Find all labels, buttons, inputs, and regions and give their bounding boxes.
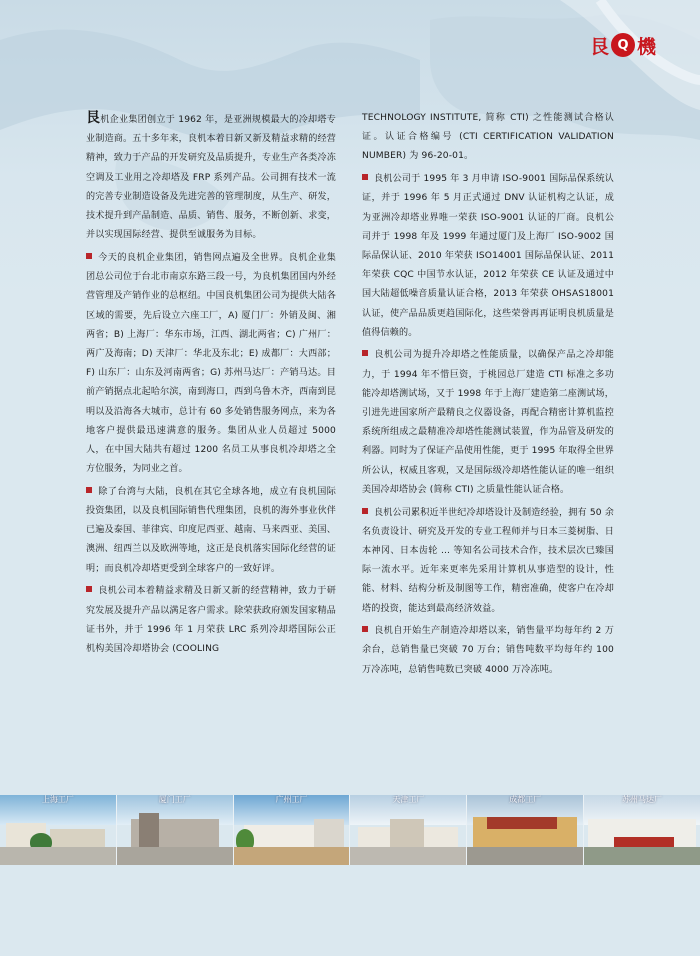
left-paragraph-3-text: 除了台湾与大陆，良机在其它全球各地，成立有良机国际投资集团，以及良机国际销售代理集团，良机的海外事业伙伴已遍及泰国、菲律宾、印度尼西亚、越南、马来西亚、美国、澳洲、纽西兰以及欧洲等地，这正是良机落实国际化经营的证明；而良机冷却塔更受到全球客户的一致好评。 (86, 486, 336, 574)
right-paragraph-3 (362, 346, 614, 500)
drop-cap: 艮 (86, 110, 101, 126)
right-paragraph-2 (362, 170, 614, 343)
right-paragraph-2-text: 良机公司于 1995 年 3 月申请 ISO-9001 国际品保系统认证，并于 1996 年 5 月正式通过 DNV 认证机构之认证，成为亚洲冷却塔业界唯一荣获 ISO-9001 认证的厂商。良机公司并于 1998 年及 1999 年通过厦门及上海厂 ISO-9002 国际品保认证、2010 年荣获 ISO14001 国际品保认证、2011 年荣获 CQC 中国节水认证，2012 年荣获 CE 认证及通过中国大陆超低噪音质量认证合格，2013 年荣获 OHSAS18001 认证，使产品品质更趋国际化，这些荣誉再再证明良机质量是值得信赖的。 (362, 174, 614, 338)
factory-photo-strip (0, 795, 700, 865)
factory-label: 成都工厂 (509, 795, 542, 804)
right-paragraph-5-text: 良机自开始生产制造冷却塔以来，销售量平均每年约 2 万余台，总销售量已突破 70 万台；销售吨数平均每年约 100 万冷冻吨，总销售吨数已突破 4000 万冷冻吨。 (362, 626, 614, 675)
factory-photo-guangzhou (234, 795, 351, 865)
logo-text-left: 艮 (589, 35, 609, 58)
right-paragraph-4-text: 良机公司累积近半世纪冷却塔设计及制造经验，拥有 50 余名负责设计、研究及开发的专业工程师并与日本三菱树脂、日本神冈、日本齿轮 ... 等知名公司技术合作，技术层次已臻国际一流水平。近年来更率先采用计算机从事造型的设计，性能、材料、结构分析及制图等工作，精密准确，使客户在冷却塔的投资，能达到最高经济效益。 (362, 507, 614, 614)
left-paragraph-3 (86, 483, 336, 579)
left-paragraph-1-text: 机企业集团创立于 1962 年，是亚洲规模最大的冷却塔专业制造商。五十多年来，良机本着日新又新及精益求精的经营精神，致力于产品的开发研究及品质提升，专业生产各类冷冻空调及工业用之冷却塔及 FRP 系列产品。公司拥有技术一流的完善专业制造设备及先进完善的管理制度，从生产、研发，技术提升到产品制造、品质、销售、服务，不断创新、求变，并以实现国际经营、提供至诚服务为目标。 (86, 115, 336, 241)
left-text-column (86, 109, 336, 663)
right-paragraph-3-text: 良机公司为提升冷却塔之性能质量，以确保产品之冷却能力，于 1994 年不惜巨资，于桃园总厂建造 CTI 标准之多功能冷却塔测试场，又于 1998 年于上海厂建造第二座测试场，引进先进国家所产最精良之仪器设备，再配合精密计算机监控系统所组成之最精准冷却塔性能测试装置，作为品管及研发的利器。同时为了保证产品使用性能，更于 1995 年取得全世界所公认，权威且客观，又是国际级冷却塔性能认证的唯一组织美国冷却塔协会 (简称 CTI) 之质量性能认证合格。 (362, 350, 614, 495)
left-paragraph-1 (86, 109, 336, 245)
square-bullet-icon (362, 174, 368, 180)
brand-logo (590, 33, 656, 57)
square-bullet-icon (86, 487, 92, 493)
right-paragraph-1-text: TECHNOLOGY INSTITUTE, 简称 CTI) 之性能测试合格认证。认证合格编号 (CTI CERTIFICATION VALIDATION NUMBER) 为 96-20-01。 (362, 113, 614, 162)
logo-mark-icon: Q (611, 33, 635, 57)
right-paragraph-1 (362, 109, 614, 167)
left-paragraph-4-text: 良机公司本着精益求精及日新又新的经营精神，致力于研究发展及提升产品以满足客户需求。除荣获政府颁发国家精品证书外，并于 1996 年 1 月荣获 LRC 系列冷却塔国际公正机构美国冷却塔协会 (COOLING (86, 586, 336, 654)
factory-photo-chengdu (467, 795, 584, 865)
right-paragraph-5 (362, 622, 614, 680)
logo-text-right: 機 (636, 35, 656, 58)
left-paragraph-4 (86, 582, 336, 659)
right-text-column (362, 109, 614, 683)
factory-photo-suzhou-motor (584, 795, 700, 865)
square-bullet-icon (362, 350, 368, 356)
square-bullet-icon (86, 253, 92, 259)
left-paragraph-2-text: 今天的良机企业集团，销售网点遍及全世界。良机企业集团总公司位于台北市南京东路三段一号，为良机集团国内外经营管理及产销作业的总枢纽。中国良机集团公司为提供大陆各区域的需要，先后设立六座工厂，A) 厦门厂：外销及闽、湘两省；B) 上海厂：华东市场，江西、湖北两省；C) 广州厂：两广及海南；D) 天津厂：华北及东北；E) 成都厂：大西部；F) 山东厂：山东及河南两省；G) 苏州马达厂：产销马达。目前产销据点北起哈尔滨，南到海口，西到乌鲁木齐，西南到昆明以及沿海各大城市，总计有 60 多处销售服务网点，来为各地客户提供最迅速满意的服务。集团从业人员超过 5000 人，在中国大陆共有超过 1200 名员工从事良机冷却塔之全方位服务，为同业之首。 (86, 252, 336, 475)
factory-label: 苏州马达厂 (622, 795, 663, 804)
factory-photo-xiamen (117, 795, 234, 865)
factory-photo-tianjin (350, 795, 467, 865)
factory-label: 天津工厂 (392, 795, 425, 804)
left-paragraph-2 (86, 249, 336, 479)
factory-label: 上海工厂 (41, 795, 74, 804)
square-bullet-icon (86, 586, 92, 592)
factory-label: 广州工厂 (275, 795, 308, 804)
square-bullet-icon (362, 508, 368, 514)
factory-label: 厦门工厂 (158, 795, 191, 804)
square-bullet-icon (362, 626, 368, 632)
factory-photo-shanghai (0, 795, 117, 865)
right-paragraph-4 (362, 504, 614, 619)
